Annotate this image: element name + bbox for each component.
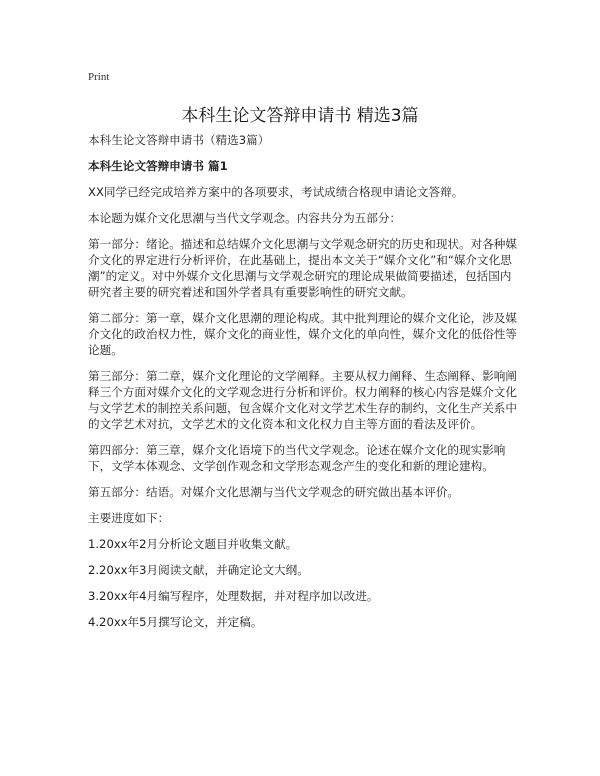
paragraph: 本论题为媒介文化思潮与当代文学观念。内容共分为五部分： [88,211,402,225]
document-body [88,132,522,640]
paragraph: XX同学已经完成培养方案中的各项要求，考试成绩合格现申请论文答辩。 [88,185,464,199]
paragraph: 第二部分：第一章，媒介文化思潮的理论构成。其中批判理论的媒介文化论，涉及媒介文化的政治权力性，媒介文化的商业性，媒介文化的单向性，媒介文化的低俗性等论题。 [88,311,517,357]
page-title: 本科生论文答辩申请书 精选3篇 [181,106,419,126]
print-link[interactable]: Print [88,71,110,83]
paragraph: 第三部分：第二章，媒介文化理论的文学阐释。主要从权力阐释、生态阐释、影响阐释三个方面对媒介文化的文学观念进行分析和评价。权力阐释的核心内容是媒介文化与文学艺术的制控关系问题，包含媒介文化对文学艺术生存的制约，文化生产关系中的文学艺术对抗，文学艺术的文化资本和文化权力自主等方面的看法及评价。 [88,369,517,431]
progress-item: 1.20xx年2月分析论文题目并收集文献。 [88,537,298,551]
paragraph: 第四部分：第三章，媒介文化语境下的当代文学观念。论述在媒介文化的现实影响下，文学本体观念、文学创作观念和文学形态观念产生的变化和新的理论建构。 [88,443,506,473]
progress-item: 2.20xx年3月阅读文献，并确定论文大纲。 [88,563,309,577]
paragraph: 第一部分：绪论。描述和总结媒介文化思潮与文学观念研究的历史和现状。对各种媒介文化的界定进行分析评价，在此基础上，提出本文关于“媒介文化”和“媒介文化思潮”的定义。对中外媒介文化思潮与文学观念研究的理论成果做简要描述，包括国内研究者主要的研究着述和国外学者具有重要影响性的研究文献。 [88,237,517,299]
paragraph: 第五部分：结语。对媒介文化思潮与当代文学观念的研究做出基本评价。 [88,485,460,499]
progress-item: 4.20xx年5月撰写论文，并定稿。 [88,615,263,629]
subtitle: 本科生论文答辩申请书（精选3篇） [88,133,270,147]
section-heading: 本科生论文答辩申请书 篇1 [88,159,228,173]
paragraph: 主要进度如下： [88,511,170,525]
progress-item: 3.20xx年4月编写程序，处理数据，并对程序加以改进。 [88,589,379,603]
